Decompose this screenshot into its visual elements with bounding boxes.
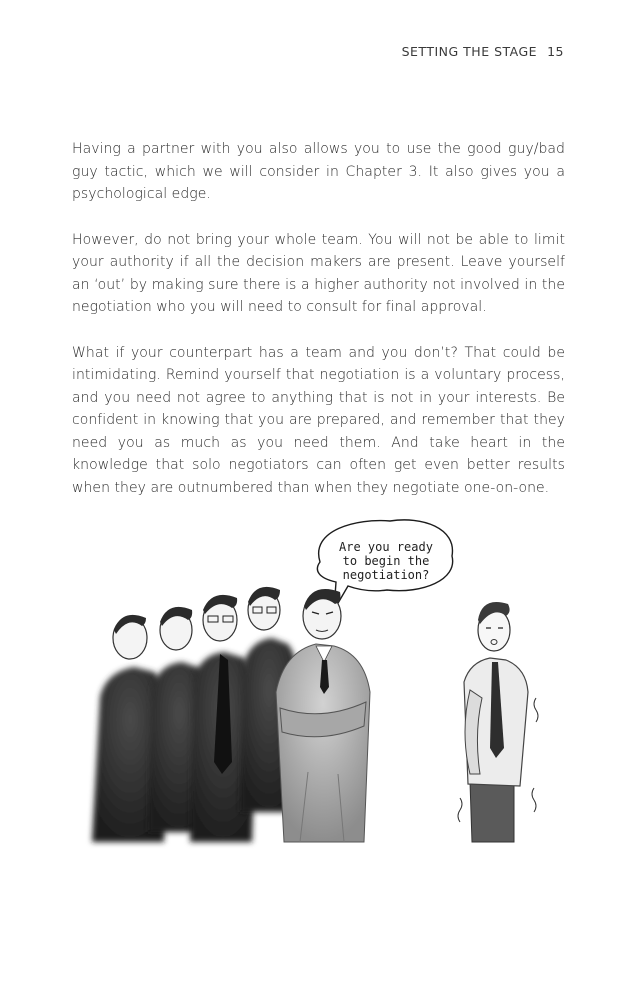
- paragraph-2: However, do not bring your whole team. You will not be able to limit your authority if all the decision makers are present. Leave yourself an ‘out’ by making sure there is a higher authority not involved in the negotiation who you will need to consult for final approval.: [72, 231, 565, 315]
- speech-line-1: Are you ready: [339, 540, 433, 554]
- speech-line-2: to begin the: [342, 554, 430, 568]
- body-text: [72, 138, 565, 522]
- speech-line-3: negotiation?: [342, 568, 430, 582]
- negotiating-team: [92, 587, 370, 842]
- running-header: [402, 44, 564, 59]
- solo-negotiator: [458, 602, 538, 842]
- team-leader: [276, 589, 370, 842]
- paragraph-3: What if your counterpart has a team and you don’t? That could be intimidating. Remind yourself that negotiation is a voluntary process, and you need not agree to anything that is not in your interests. Be confident in knowing that you are prepared, and remember that they need you as much as you need them. And take heart in the knowledge that solo negotiators can often get even better results when they are outnumbered than when they negotiate one-on-one.: [72, 344, 565, 496]
- negotiation-illustration: [72, 512, 572, 872]
- page-number: 15: [547, 44, 564, 59]
- paragraph-1: Having a partner with you also allows you to use the good guy/bad guy tactic, which we will consider in Chapter 3. It also gives you a psychological edge.: [72, 141, 565, 202]
- running-title: SETTING THE STAGE: [401, 44, 538, 59]
- illustration-svg: [72, 512, 572, 872]
